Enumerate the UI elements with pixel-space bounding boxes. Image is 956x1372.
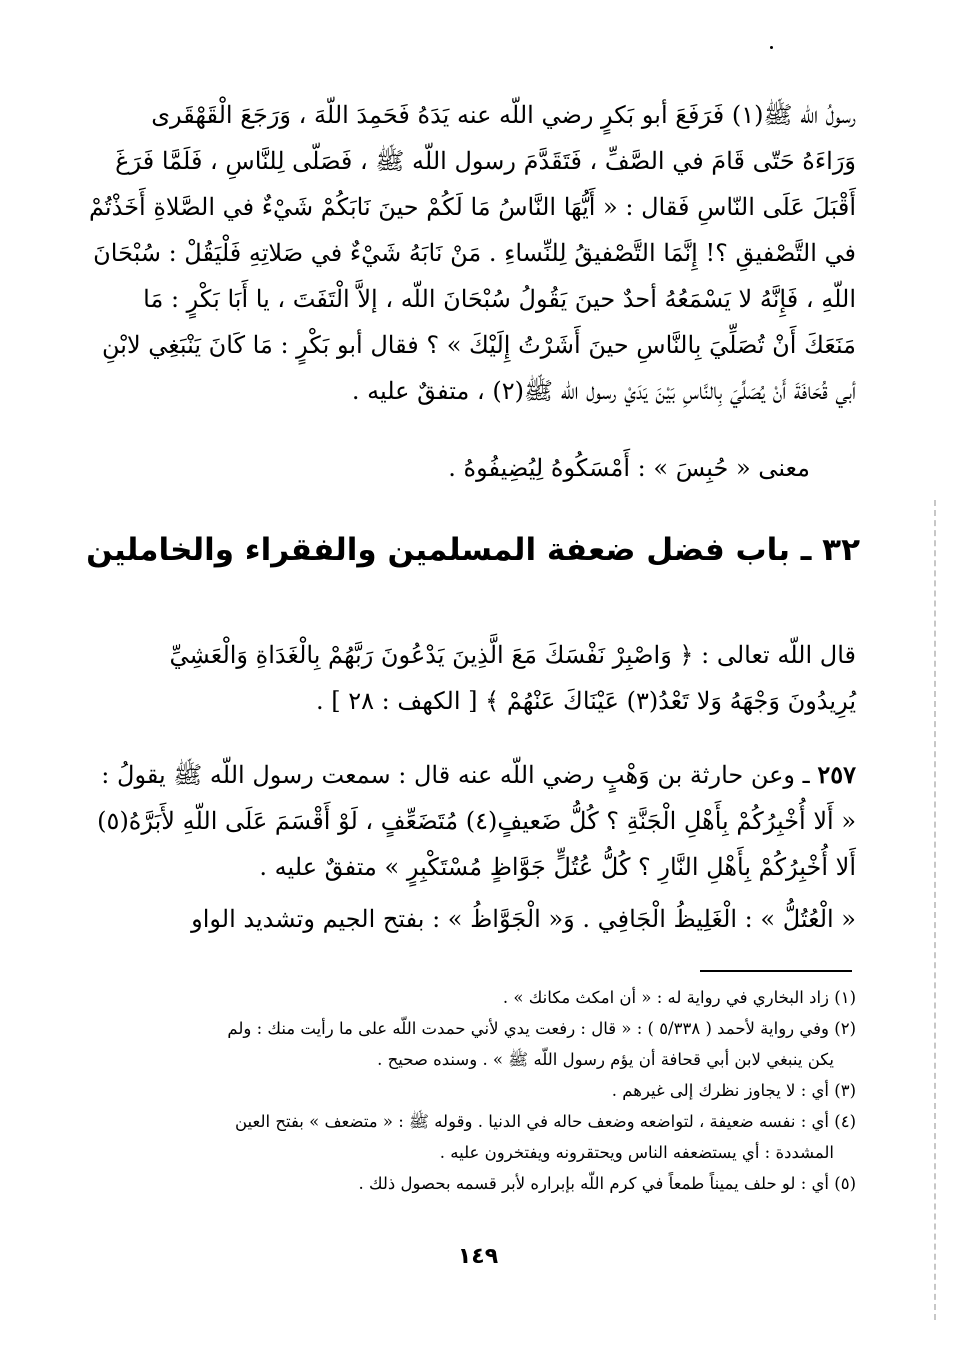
- hadith-paragraph: [97, 752, 856, 890]
- footnote-4: (٤) أي : نفسه ضعيفة ، لتواضعه وضعف حاله في الدنيا . وقوله ﷺ : « متضعف » بفتح العين: [234, 1112, 856, 1131]
- text-line: يُرِيدُونَ وَجْهَهُ وَلا تَعْدُ(٣) عَيْنَاكَ عَنْهُمْ ﴾ [ الكهف : ٢٨ ] .: [316, 687, 856, 715]
- word-meaning-note: معنى « حُبِسَ » : أَمْسَكُوهُ لِيُضِيفُوهُ .: [448, 454, 810, 482]
- footnote-1: (١) زاد البخاري في رواية له : « أن امكث مكانك » .: [502, 988, 856, 1007]
- page-edge-mark: [932, 500, 936, 1320]
- definition-paragraph: [110, 896, 856, 942]
- footnote-2: (٢) وفي رواية لأحمد ( ٥/٣٣٨ ) : « قال : رفعت يدي لأني حمدت اللّه على ما رأيت منك : ولم: [227, 1019, 856, 1038]
- footnotes: [108, 982, 856, 1199]
- footnote-3: (٣) أي : لا يجاوز نظرك إلى غيرهم .: [611, 1081, 856, 1100]
- text-line: أبي قُحَافَةَ أَنْ يُصَلِّيَ بِالنَّاسِ بَيْنَ يَدَيْ رسول اللّه ﷺ(٢) ، متفقٌ عليه .: [351, 377, 856, 405]
- text-line: [101, 752, 856, 798]
- page-number: ١٤٩: [457, 1244, 499, 1269]
- text-line: رسولُ اللّه ﷺ(١) فَرَفَعَ أبو بَكرٍ رضي اللّه عنه يَدَهُ فَحَمِدَ اللّهَ ، وَرَجَعَ الْقَهْقَرى: [151, 101, 856, 129]
- text-line: في التَّصْفيقِ ؟! إِنَّمَا التَّصْفيقُ لِلنِّساءِ . مَنْ نَابَهُ شَيْءٌ في صَلاتِهِ فَلْيَقُلْ : سُبْحَانَ: [93, 239, 856, 267]
- ink-dot: [770, 46, 773, 49]
- chapter-title: ٣٢ ـ باب فضل ضعفة المسلمين والفقراء والخاملين: [86, 532, 860, 568]
- footnote-4-continuation: المشددة : أي يستضعفه الناس ويحتقرونه ويفتخرون عليه .: [439, 1143, 834, 1162]
- hadith-intro: ـ وعن حارثة بن وَهْبٍ رضي اللّه عنه قال : سمعت رسول اللّه ﷺ يقولُ :: [101, 761, 810, 789]
- text-line: قال اللّه تعالى : ﴿ وَاصْبِرْ نَفْسَكَ مَعَ الَّذِينَ يَدْعُونَ رَبَّهُمْ بِالْغَدَاةِ وَالْعَشِيِّ: [169, 641, 856, 669]
- text-line: أَقْبَلَ عَلَى النّاسِ فَقال : « أَيُّهَا النَّاسُ مَا لَكُمْ حينَ نَابَكُمْ شَيْءٌ في الصَّلاةِ أَخَذْتُمْ: [88, 193, 856, 221]
- quran-verse-paragraph: [110, 632, 856, 724]
- hadith-number: ٢٥٧: [817, 760, 856, 789]
- text-line: أَلا أُخْبِرُكُمْ بِأَهْلِ النَّارِ ؟ كُلُّ عُتُلٍّ جَوَّاظٍ مُسْتَكْبِرٍ » متفقٌ عليه .: [259, 853, 856, 881]
- footnote-5: (٥) أي : لو حلف يميناً طمعاً في كرم اللّه بإبراره لأبر قسمه بحصول ذلك .: [358, 1174, 856, 1193]
- text-line: وَرَاءَهُ حَتّى قَامَ في الصَّفِّ ، فَتَقَدَّمَ رسول اللّه ﷺ ، فَصَلّى لِلنَّاسِ ، فَلَمَّا فَرَغَ: [115, 147, 856, 175]
- hadith-continuation-paragraph: [88, 92, 856, 414]
- text-line: « الْعُتُلُّ » : الْغَلِيظُ الْجَافِي . وَ« الْجَوَّاظُ » : بفتح الجيم وتشديد الواو: [191, 905, 856, 933]
- text-line: « أَلا أُخْبِرُكُمْ بِأَهْلِ الْجَنَّةِ ؟ كُلُّ ضَعيفٍ(٤) مُتَضَعِّفٍ ، لَوْ أَقْسَمَ عَلَى اللّهِ لأَبَرَّهُ(٥): [97, 807, 856, 835]
- text-line: اللّهِ ، فَإِنَّهُ لا يَسْمَعُهُ أحدٌ حينَ يَقُولُ سُبْحَانَ اللّه ، إلاَّ الْتَفَتَ ، يا أَبَا بَكْرٍ : مَا: [143, 285, 856, 313]
- footnote-2-continuation: يكن ينبغي لابن أبي قحافة أن يؤم رسول اللّه ﷺ » . وسنده صحيح .: [377, 1050, 834, 1069]
- text-line: مَنَعَكَ أَنْ تُصَلِّيَ بِالنَّاسِ حينَ أَشَرْتُ إِلَيْكَ » ؟ فقال أبو بَكْرٍ : مَا كَانَ يَنْبَغِي لابْنِ: [102, 331, 856, 359]
- footnote-divider: [700, 970, 852, 972]
